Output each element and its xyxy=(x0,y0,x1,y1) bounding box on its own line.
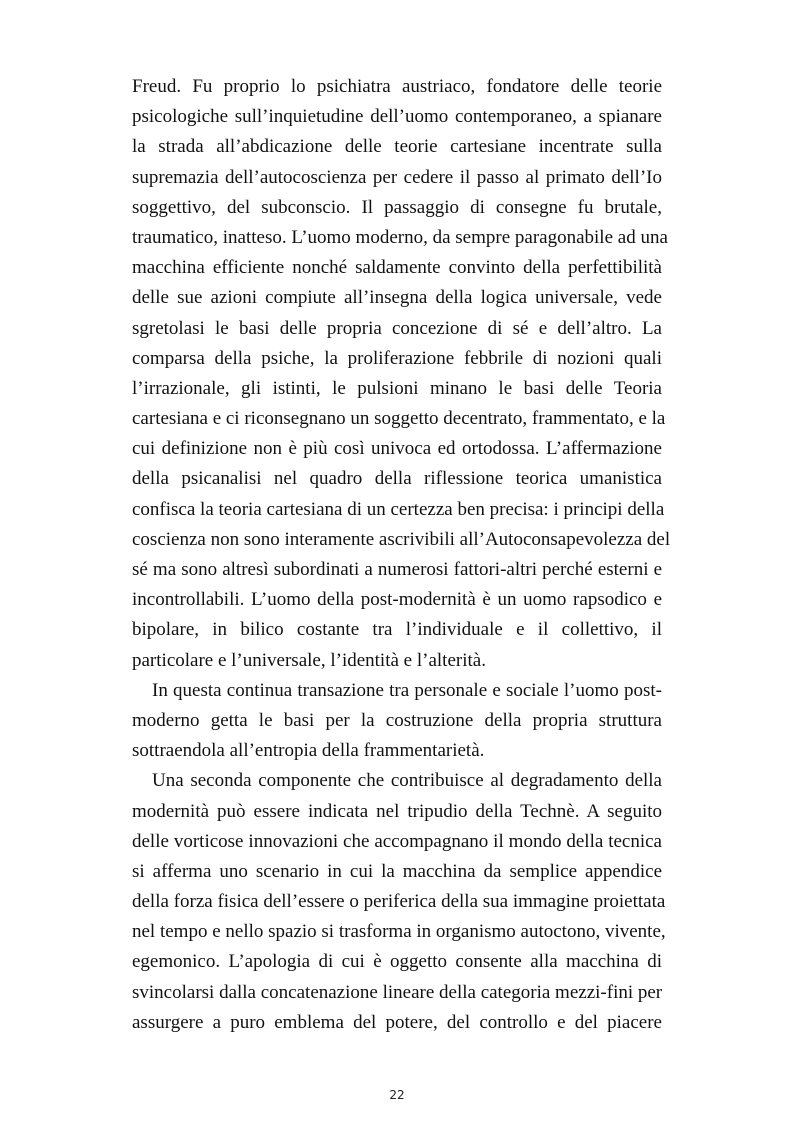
text-line: macchina efficiente nonché saldamente convinto della perfettibilità xyxy=(132,257,662,279)
text-line: sé ma sono altresì subordinati a numerosi fattori-altri perché esterni e xyxy=(132,559,662,580)
text-line: psicologiche sull’inquietudine dell’uomo contemporaneo, a spianare xyxy=(132,106,662,128)
text-line: supremazia dell’autocoscienza per cedere il passo al primato dell’Io xyxy=(132,166,662,188)
text-line: comparsa della psiche, la proliferazione febbrile di nozioni quali xyxy=(132,347,662,369)
paragraph-first-line: Una seconda componente che contribuisce al degradamento della xyxy=(152,770,662,792)
text-line: della forza fisica dell’essere o periferica della sua immagine proiettata xyxy=(132,891,666,913)
text-line: Freud. Fu proprio lo psichiatra austriaco, fondatore delle teorie xyxy=(132,76,662,97)
text-line: la strada all’abdicazione delle teorie cartesiane incentrate sulla xyxy=(132,136,662,158)
text-line: modernità può essere indicata nel tripudio della Technè. A seguito xyxy=(132,800,662,822)
text-line: cartesiana e ci riconsegnano un soggetto decentrato, frammentato, e la xyxy=(132,408,666,430)
text-line: traumatico, inatteso. L’uomo moderno, da sempre paragonabile ad una xyxy=(132,226,668,248)
text-line: confisca la teoria cartesiana di un certezza ben precisa: i principi della xyxy=(132,498,665,520)
text-line: coscienza non sono interamente ascrivibili all’Autoconsapevolezza del xyxy=(132,528,671,550)
text-line: delle vorticose innovazioni che accompagnano il mondo della tecnica xyxy=(132,830,662,852)
page-number: 22 xyxy=(389,1088,405,1102)
text-line: si afferma uno scenario in cui la macchina da semplice appendice xyxy=(132,860,662,882)
text-line: svincolarsi dalla concatenazione lineare della categoria mezzi-fini per xyxy=(132,981,663,1003)
text-line: assurgere a puro emblema del potere, del controllo e del piacere xyxy=(132,1011,662,1033)
paragraph-end-line: particolare e l’universale, l’identità e l’alterità. xyxy=(132,649,486,671)
text-line: soggettivo, del subconscio. Il passaggio di consegne fu brutale, xyxy=(132,196,662,218)
text-line: sgretolasi le basi delle propria concezione di sé e dell’altro. La xyxy=(132,317,662,339)
text-line: moderno getta le basi per la costruzione della propria struttura xyxy=(132,709,662,731)
paragraph-first-line: In questa continua transazione tra personale e sociale l’uomo post- xyxy=(152,679,662,701)
text-line: l’irrazionale, gli istinti, le pulsioni minano le basi delle Teoria xyxy=(132,377,662,399)
text-line: incontrollabili. L’uomo della post-modernità è un uomo rapsodico e xyxy=(132,589,662,611)
paragraph-end-line: sottraendola all’entropia della frammentarietà. xyxy=(132,740,485,762)
body-text xyxy=(132,72,671,1038)
text-line: delle sue azioni compiute all’insegna della logica universale, vede xyxy=(132,287,662,309)
text-line: egemonico. L’apologia di cui è oggetto consente alla macchina di xyxy=(132,951,662,973)
text-line: bipolare, in bilico costante tra l’individuale e il collettivo, il xyxy=(132,619,662,641)
text-line: della psicanalisi nel quadro della riflessione teorica umanistica xyxy=(132,468,662,490)
text-line: nel tempo e nello spazio si trasforma in organismo autoctono, vivente, xyxy=(132,921,666,943)
text-line: cui definizione non è più così univoca ed ortodossa. L’affermazione xyxy=(132,438,662,460)
